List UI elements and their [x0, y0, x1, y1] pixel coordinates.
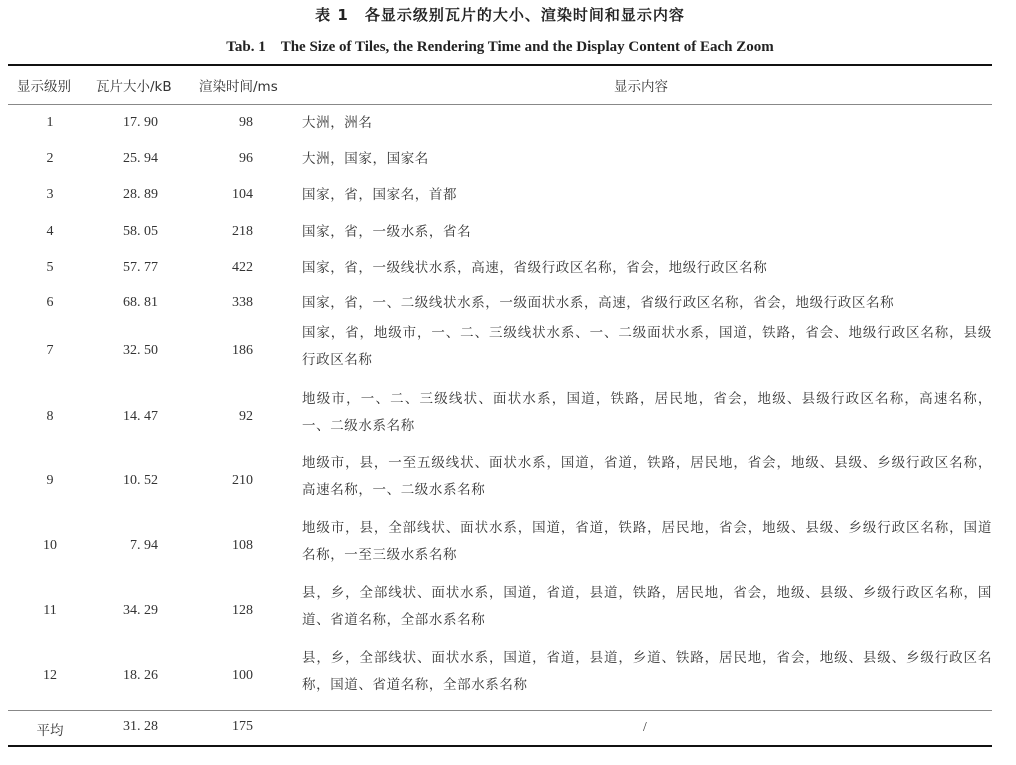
cell-tile-size: 18. 26: [123, 668, 158, 683]
top-rule: [8, 64, 992, 66]
cell-tile-size: 7. 94: [130, 538, 158, 553]
average-time: 175: [232, 719, 253, 734]
cell-display-content: 大洲，洲名: [302, 115, 373, 131]
average-content: /: [643, 719, 647, 734]
cell-display-content: 国家，省，一、二级线状水系，一级面状水系，高速，省级行政区名称，省会，地级行政区名称: [302, 295, 895, 311]
cell-display-content: 大洲，国家，国家名: [302, 151, 429, 167]
cell-level: 7: [46, 343, 54, 358]
cell-level: 6: [46, 295, 54, 310]
cell-level: 9: [46, 473, 54, 488]
cell-render-time: 108: [232, 538, 253, 553]
cell-level: 3: [46, 187, 54, 202]
column-header-time: 渲染时间/ms: [199, 79, 278, 95]
cell-tile-size: 34. 29: [123, 603, 158, 618]
cell-render-time: 128: [232, 603, 253, 618]
cell-display-content: 国家，省，一级水系，省名: [302, 224, 472, 240]
cell-level: 2: [46, 151, 54, 166]
cell-render-time: 218: [232, 224, 253, 239]
bottom-rule: [8, 745, 992, 747]
cell-tile-size: 25. 94: [123, 151, 158, 166]
average-size: 31. 28: [123, 719, 158, 734]
cell-render-time: 96: [239, 151, 253, 166]
cell-tile-size: 68. 81: [123, 295, 158, 310]
table-caption-cn: 表 1 各显示级别瓦片的大小、渲染时间和显示内容: [315, 6, 685, 24]
cell-render-time: 338: [232, 295, 253, 310]
cell-render-time: 98: [239, 115, 253, 130]
column-header-content: 显示内容: [614, 79, 668, 95]
cell-render-time: 100: [232, 668, 253, 683]
column-header-size: 瓦片大小/kB: [96, 79, 172, 95]
cell-level: 8: [46, 409, 54, 424]
header-rule: [8, 104, 992, 105]
cell-display-content: 地级市，一、二、三级线状、面状水系，国道，铁路，居民地，省会，地级、县级行政区名称，高速名称，一、二级水系名称: [302, 391, 992, 434]
cell-display-content: 国家，省，一级线状水系，高速，省级行政区名称，省会，地级行政区名称: [302, 260, 768, 276]
cell-tile-size: 57. 77: [123, 260, 158, 275]
cell-render-time: 104: [232, 187, 253, 202]
cell-display-content: 国家，省，地级市，一、二、三级线状水系、一、二级面状水系，国道，铁路，省会、地级行政区名称，县级行政区名称: [302, 325, 992, 368]
column-header-level: 显示级别: [17, 79, 71, 95]
cell-display-content: 地级市，县，一至五级线状、面状水系，国道，省道，铁路，居民地，省会，地级、县级、乡级行政区名称，高速名称，一、二级水系名称: [302, 455, 992, 498]
cell-level: 5: [46, 260, 54, 275]
cell-level: 4: [46, 224, 54, 239]
cell-display-content: 县，乡，全部线状、面状水系，国道，省道，县道，铁路，居民地，省会，地级、县级、乡级行政区名称，国道、省道名称，全部水系名称: [302, 585, 992, 628]
cell-render-time: 422: [232, 260, 253, 275]
cell-render-time: 186: [232, 343, 253, 358]
cell-tile-size: 32. 50: [123, 343, 158, 358]
table-caption-en: Tab. 1 The Size of Tiles, the Rendering Time and the Display Content of Each Zoom: [226, 39, 774, 55]
cell-display-content: 地级市，县，全部线状、面状水系，国道，省道，铁路，居民地，省会，地级、县级、乡级行政区名称，国道名称，一至三级水系名称: [302, 520, 992, 563]
cell-level: 10: [43, 538, 57, 553]
average-label: 平均: [36, 723, 64, 739]
cell-level: 1: [46, 115, 54, 130]
average-rule: [8, 710, 992, 711]
cell-display-content: 国家，省，国家名，首都: [302, 187, 458, 203]
cell-level: 11: [43, 603, 57, 618]
cell-tile-size: 14. 47: [123, 409, 158, 424]
cell-level: 12: [43, 668, 57, 683]
cell-tile-size: 17. 90: [123, 115, 158, 130]
cell-render-time: 210: [232, 473, 253, 488]
cell-tile-size: 28. 89: [123, 187, 158, 202]
cell-display-content: 县，乡，全部线状、面状水系，国道，省道，县道，乡道、铁路，居民地，省会，地级、县级、乡级行政区名称，国道、省道名称，全部水系名称: [302, 650, 992, 693]
cell-render-time: 92: [239, 409, 253, 424]
cell-tile-size: 58. 05: [123, 224, 158, 239]
cell-tile-size: 10. 52: [123, 473, 158, 488]
